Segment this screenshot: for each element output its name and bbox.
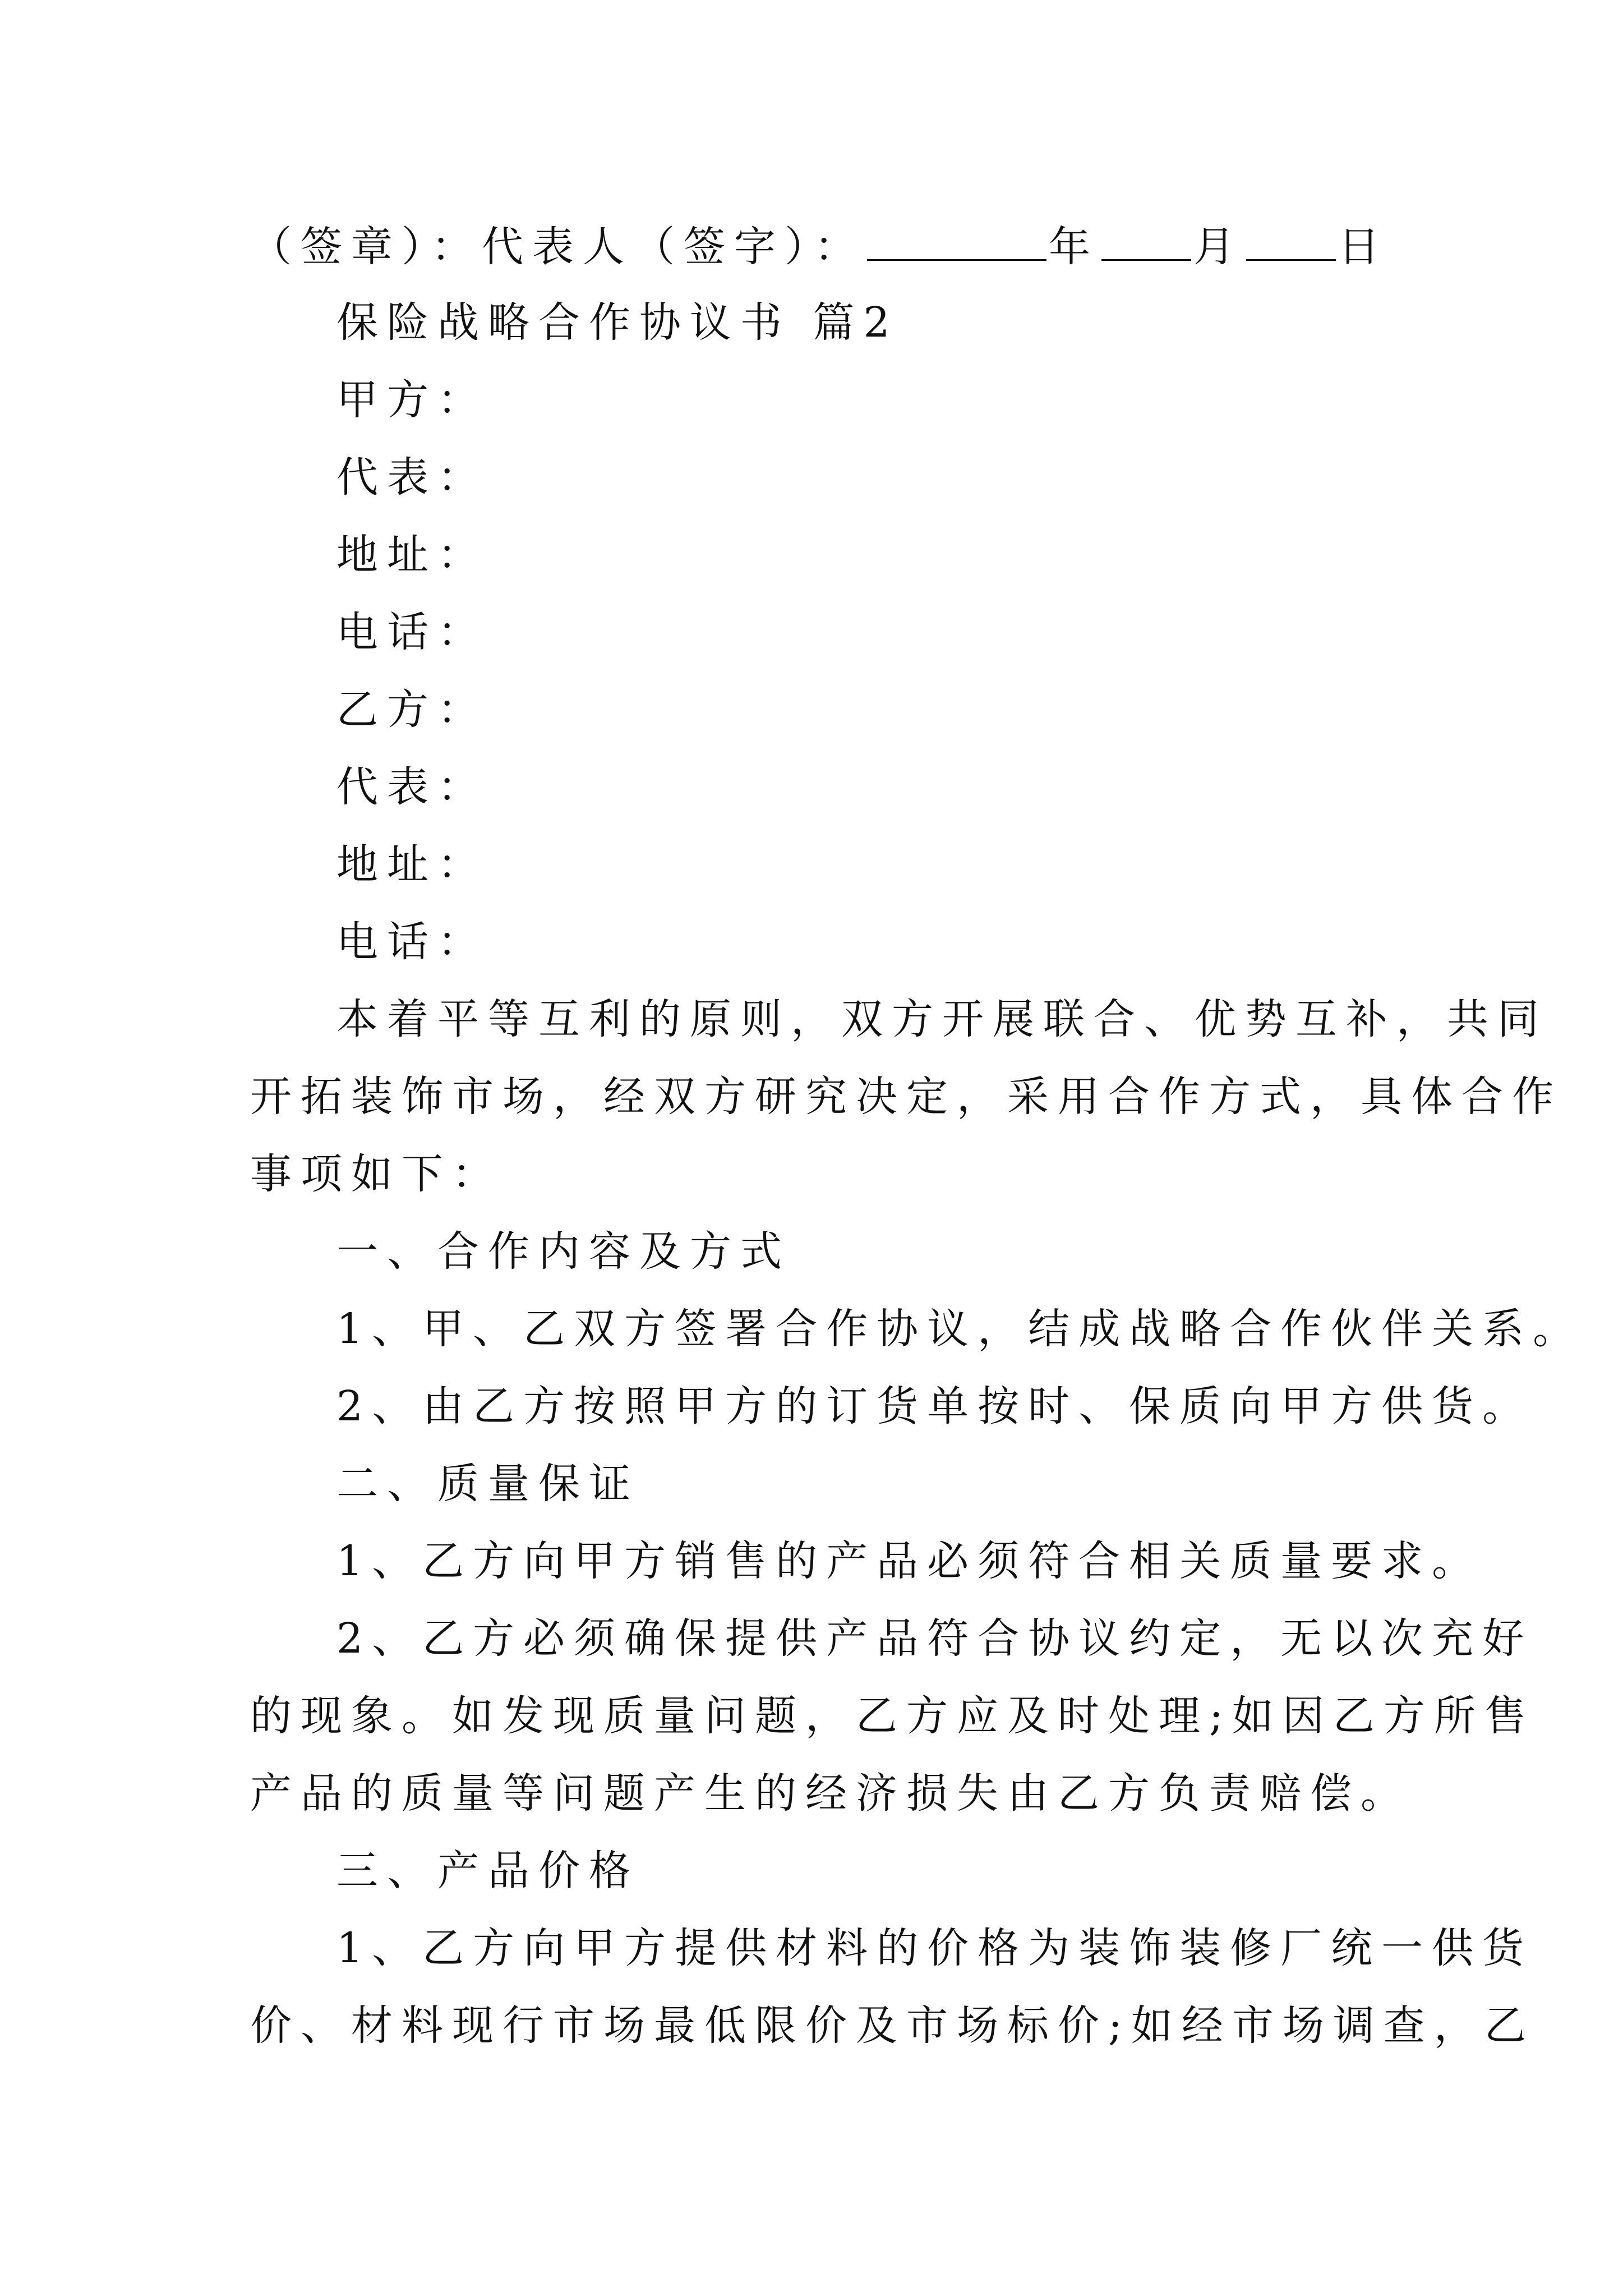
party-b-label: 乙方： bbox=[336, 685, 488, 734]
section-1-item-1: 1、甲、乙双方签署合作协议，结成战略合作伙伴关系。 bbox=[336, 1305, 1584, 1353]
section-3-item-1-line-2: 价、材料现行市场最低限价及市场标价;如经市场调查，乙 bbox=[250, 2001, 1535, 2050]
party-a-address: 地址： bbox=[336, 531, 488, 579]
intro-line-1: 本着平等互利的原则，双方开展联合、优势互补，共同 bbox=[336, 995, 1548, 1043]
party-b-representative: 代表： bbox=[336, 763, 488, 811]
intro-line-3: 事项如下： bbox=[250, 1150, 502, 1198]
section-2-heading: 二、质量保证 bbox=[336, 1460, 639, 1508]
section-2-item-2-line-2: 的现象。如发现质量问题，乙方应及时处理;如因乙方所售 bbox=[250, 1692, 1535, 1740]
section-2-item-2-line-3: 产品的质量等问题产生的经济损失由乙方负责赔偿。 bbox=[250, 1769, 1411, 1818]
party-b-phone: 电话： bbox=[336, 918, 488, 966]
party-b-address: 地址： bbox=[336, 840, 488, 889]
section-3-item-1-line-1: 1、乙方向甲方提供材料的价格为装饰装修厂统一供货 bbox=[336, 1924, 1533, 1972]
day-blank bbox=[1246, 220, 1336, 261]
month-blank bbox=[1101, 220, 1191, 261]
section-1-item-2: 2、由乙方按照甲方的订货单按时、保质向甲方供货。 bbox=[336, 1382, 1533, 1430]
year-label: 年 bbox=[1049, 223, 1099, 271]
year-blank bbox=[867, 220, 1046, 261]
section-1-heading: 一、合作内容及方式 bbox=[336, 1227, 791, 1276]
section-2-item-1: 1、乙方向甲方销售的产品必须符合相关质量要求。 bbox=[336, 1537, 1483, 1585]
signature-line bbox=[250, 220, 1389, 270]
document-title: 保险战略合作协议书 篇2 bbox=[336, 298, 899, 347]
intro-line-2: 开拓装饰市场，经双方研究决定，采用合作方式，具体合作 bbox=[250, 1073, 1562, 1121]
day-label: 日 bbox=[1338, 223, 1389, 271]
signature-prefix: （签章）：代表人（签字）： bbox=[250, 223, 865, 271]
party-a-phone: 电话： bbox=[336, 608, 488, 656]
party-a-label: 甲方： bbox=[336, 376, 488, 424]
party-a-representative: 代表： bbox=[336, 453, 488, 501]
section-3-heading: 三、产品价格 bbox=[336, 1847, 639, 1895]
month-label: 月 bbox=[1193, 223, 1244, 271]
section-2-item-2-line-1: 2、乙方必须确保提供产品符合协议约定，无以次充好 bbox=[336, 1614, 1533, 1663]
